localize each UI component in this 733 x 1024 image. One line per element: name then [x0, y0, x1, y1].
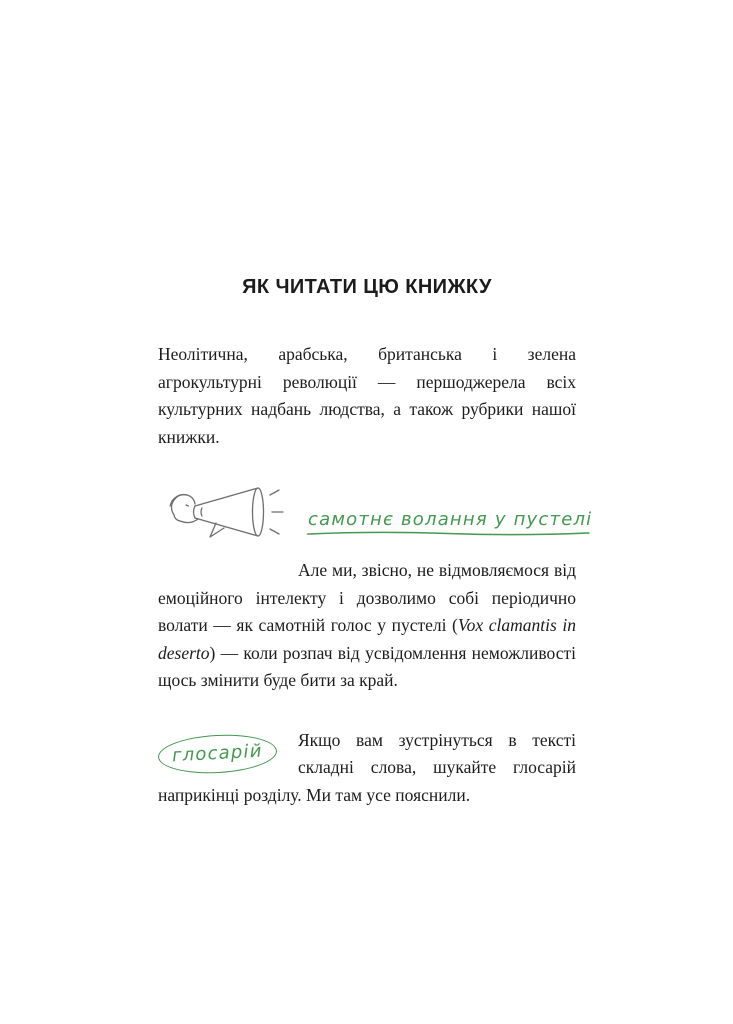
latin-phrase: Vox clamantis in deserto — [158, 615, 576, 663]
handwritten-megaphone-note — [308, 509, 592, 537]
megaphone-paragraph-post: ) — коли розпач від усвідомлення неможливості щось змінити буде бити за край. — [158, 642, 576, 690]
megaphone-note-row — [158, 481, 593, 553]
page-title: ЯК ЧИТАТИ ЦЮ КНИЖКУ — [242, 276, 492, 298]
megaphone-paragraph-pre: Але ми, звісно, не відмовляємося від емоційного інтелекту і дозволимо собі періодично волати — як самотній голос у пустелі ( — [158, 560, 576, 635]
handwritten-glossary-note: глосарій — [158, 731, 278, 775]
intro-paragraph: Неолітична, арабська, британська і зелена агрокультурні революції — першоджерела всіх культурних надбань людства, а також рубрики нашої книжки. — [158, 344, 576, 447]
glossary-note-container — [158, 727, 298, 781]
handwritten-megaphone-note-text: самотнє волання у пустелі — [308, 509, 593, 530]
glossary-paragraph: Якщо вам зустрінуться в тексті складні слова, шукайте глосарій наприкінці розділу. Ми там усе пояснили. — [158, 729, 576, 805]
megaphone-person-icon — [158, 481, 298, 553]
megaphone-paragraph — [158, 557, 576, 695]
page-content — [158, 276, 593, 809]
handwritten-underline — [306, 530, 590, 537]
glossary-section — [158, 727, 576, 810]
